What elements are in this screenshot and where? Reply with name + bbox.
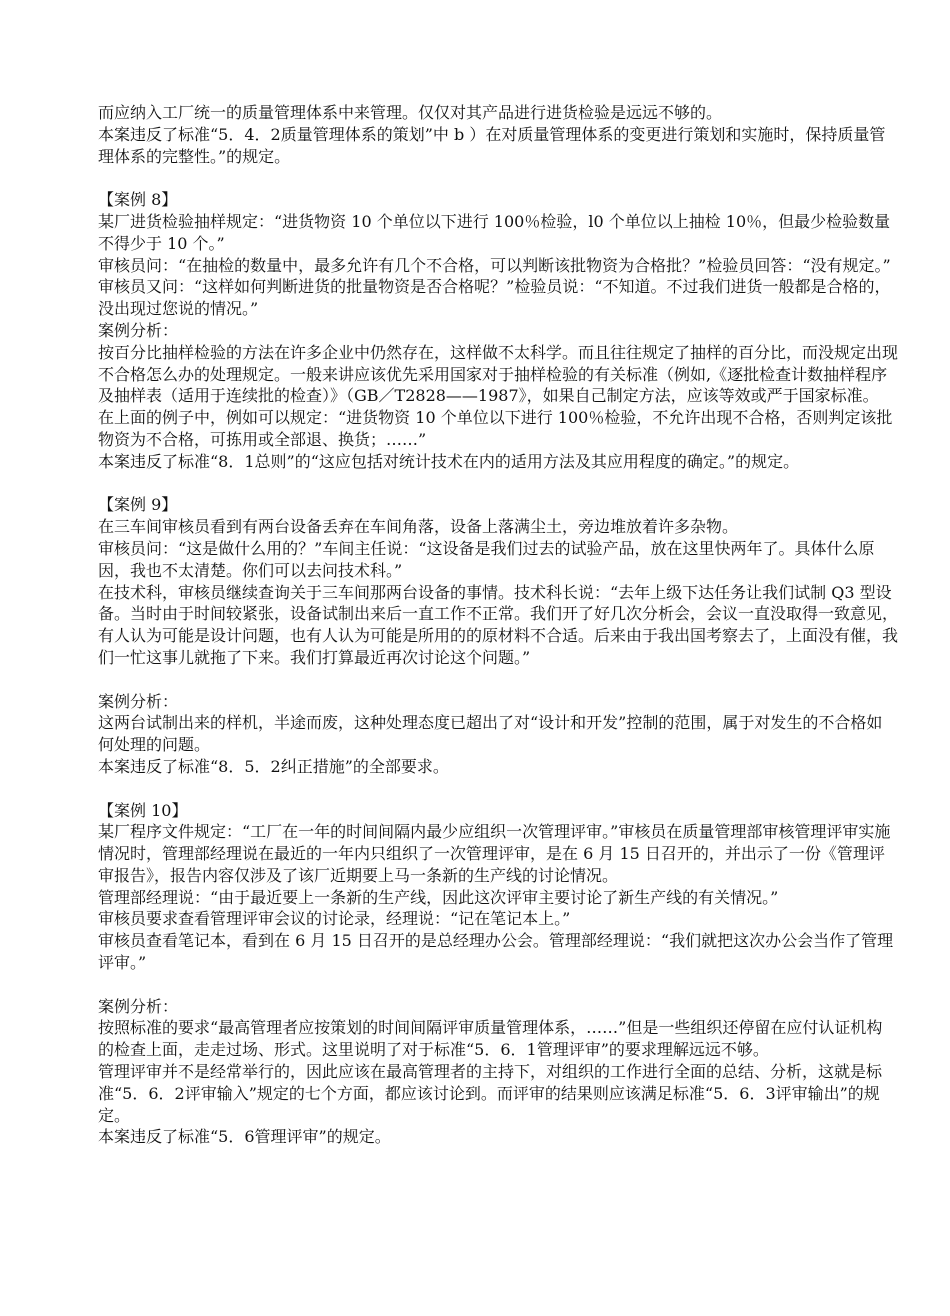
paragraph: 管理部经理说：“由于最近要上一条新的生产线，因此这次评审主要讨论了新生产线的有关情况。”: [98, 887, 779, 907]
paragraph: 这两台试制出来的样机，半途而废，这种处理态度已超出了对“设计和开发”控制的范围，属于对发生的不合格如何处理的问题。: [98, 713, 883, 755]
paragraph: 本案违反了标准“8．5．2纠正措施”的全部要求。: [98, 756, 449, 776]
paragraph: 本案违反了标准“8．1总则”的“这应包括对统计技术在内的适用方法及其应用程度的确定。”的规定。: [98, 451, 800, 471]
paragraph: 审核员问：“在抽检的数量中，最多允许有几个不合格，可以判断该批物资为合格批？”检验员回答：“没有规定。”: [98, 255, 891, 275]
paragraph: 按百分比抽样检验的方法在许多企业中仍然存在，这样做不太科学。而且往往规定了抽样的百分比，而没规定出现不合格怎么办的处理规定。一般来讲应该优先采用国家对于抽样检验的有关标准（例如,《逐批检查计数抽样程序及抽样表（适用于连续批的检查）》（GB／T2828——1987》，如果自己制定方法，应该等效或严于国家标准。: [98, 342, 899, 406]
analysis-label: 案例分析：: [98, 996, 179, 1016]
blank-line: [98, 473, 898, 495]
paragraph: 审核员又问：“这样如何判断进货的批量物资是否合格呢？”检验员说：“不知道。不过我们进货一般都是合格的，没出现过您说的情况。”: [98, 277, 891, 319]
paragraph: 而应纳入工厂统一的质量管理体系中来管理。仅仅对其产品进行进货检验是远远不够的。: [98, 103, 723, 122]
blank-line: [98, 669, 898, 691]
blank-line: [98, 167, 898, 189]
paragraph: 在三车间审核员看到有两台设备丢弃在车间角落，设备上落满尘土，旁边堆放着许多杂物。: [98, 517, 739, 537]
paragraph: 某厂程序文件规定：“工厂在一年的时间间隔内最少应组织一次管理评审。”审核员在质量管理部审核管理评审实施情况时，管理部经理说在最近的一年内只组织了一次管理评审，是在 6 月 15 日召开的，并出示了一份《管理评审报告》，报告内容仅涉及了该厂近期要上马一条新的生产线的讨论情况。: [98, 822, 891, 885]
paragraph: 按照标准的要求“最高管理者应按策划的时间间隔评审质量管理体系，……”但是一些组织还停留在应付认证机构的检查上面，走走过场、形式。这里说明了对于标准“5．6．1管理评审”的要求理解远远不够。: [98, 1018, 883, 1060]
analysis-label: 案例分析：: [98, 691, 179, 711]
paragraph: 审核员问：“这是做什么用的？”车间主任说：“这设备是我们过去的试验产品，放在这里快两年了。具体什么原因，我也不太清楚。你们可以去问技术科。”: [98, 538, 875, 580]
case-heading: 【案例 10】: [98, 800, 188, 820]
paragraph: 本案违反了标准“5．6管理评审”的规定。: [98, 1127, 391, 1147]
paragraph: 管理评审并不是经常举行的，因此应该在最高管理者的主持下，对组织的工作进行全面的总结、分析，这就是标准“5．6．2评审输入”规定的七个方面，都应该讨论到。而评审的结果则应该满足标准“5．6．3评审输出”的规定。: [98, 1062, 883, 1125]
paragraph: 在技术科，审核员继续查询关于三车间那两台设备的事情。技术科长说：“去年上级下达任务让我们试制 Q3 型设备。当时由于时间较紧张，设备试制出来后一直工作不正常。我们开了好几次分析会，会议一直没取得一致意见，有人认为可能是设计问题，也有人认为可能是所用的的原材料不合适。后来由于我出国考察去了，上面没有催，我们一忙这事儿就拖了下来。我们打算最近再次讨论这个问题。”: [98, 582, 899, 667]
paragraph: 某厂进货检验抽样规定：“进货物资 10 个单位以下进行 100％检验，l0 个单位以上抽检 10％，但最少检验数量不得少于 10 个。”: [98, 211, 891, 253]
paragraph: 审核员查看笔记本，看到在 6 月 15 日召开的是总经理办公会。管理部经理说：“我们就把这次办公会当作了管理评审。”: [98, 931, 894, 973]
analysis-label: 案例分析：: [98, 320, 179, 340]
blank-line: [98, 778, 898, 800]
case-heading: 【案例 8】: [98, 190, 178, 210]
paragraph: 本案违反了标准“5．4．2质量管理体系的策划”中 b ）在对质量管理体系的变更进行策划和实施时，保持质量管理体系的完整性。”的规定。: [98, 124, 886, 166]
blank-line: [98, 974, 898, 996]
paragraph: 审核员要求查看管理评审会议的讨论录，经理说：“记在笔记本上。”: [98, 909, 571, 929]
case-heading: 【案例 9】: [98, 495, 178, 515]
paragraph: 在上面的例子中，例如可以规定：“进货物资 10 个单位以下进行 100％检验，不允许出现不合格，否则判定该批物资为不合格，可拣用或全部退、换货；……”: [98, 408, 893, 449]
document-body: [98, 102, 898, 1148]
